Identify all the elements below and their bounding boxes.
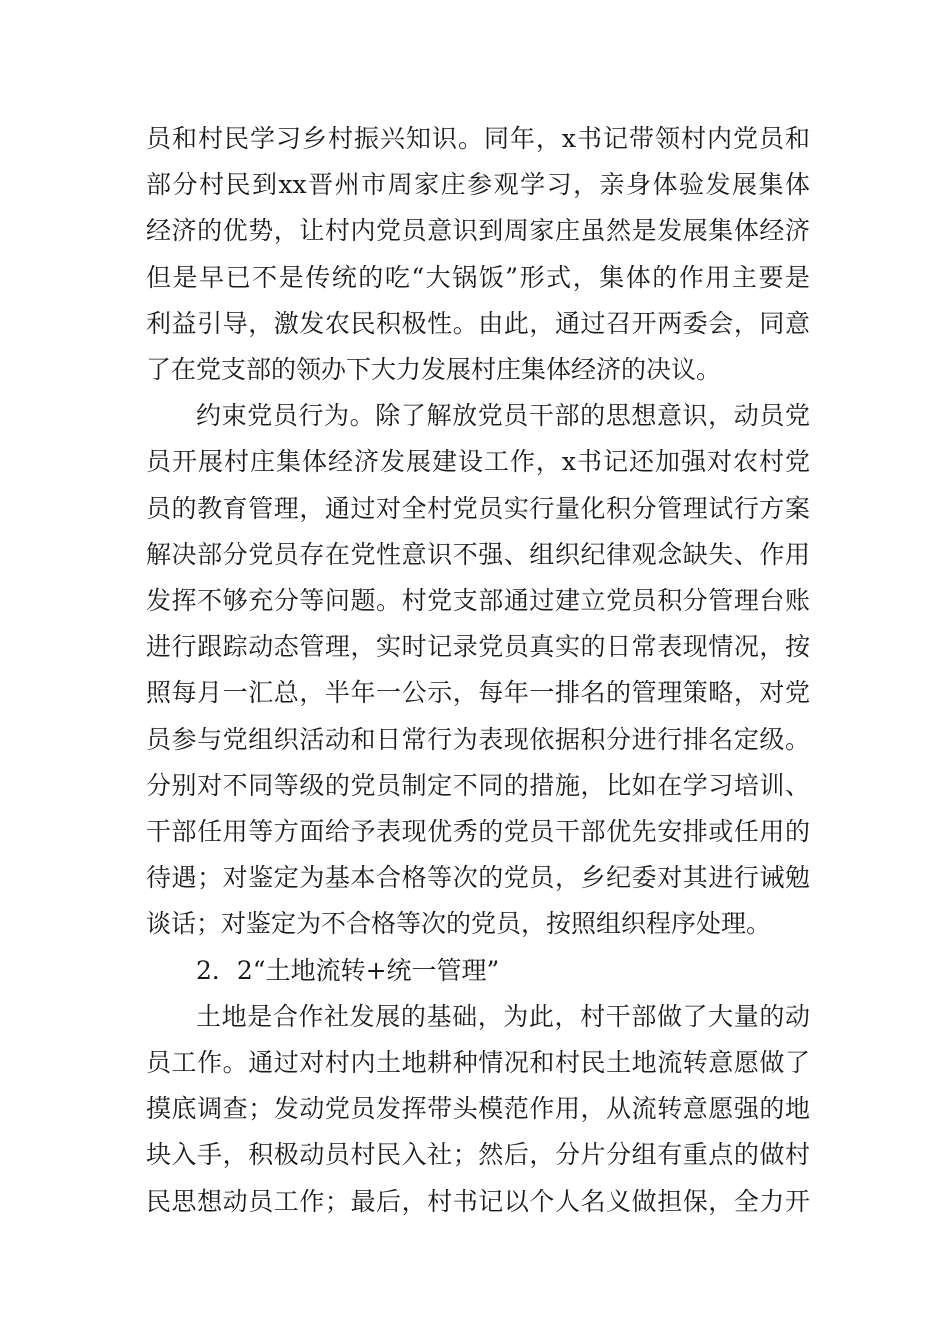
text-line: 约束党员行为。除了解放党员干部的思想意识，动员党 bbox=[196, 401, 810, 431]
text-line: 块入手，积极动员村民入社；然后，分片分组有重点的做村 bbox=[146, 1140, 810, 1170]
text-line: 干部任用等方面给予表现优秀的党员干部优先安排或任用的 bbox=[146, 817, 810, 846]
text-line: 但是早已不是传统的吃“大锅饭”形式，集体的作用主要是 bbox=[146, 262, 810, 292]
text-line: 2．2“土地流转+统一管理” bbox=[196, 955, 500, 985]
text-line: 利益引导，激发农民积极性。由此，通过召开两委会，同意 bbox=[146, 308, 810, 338]
text-line: 员工作。通过对村内土地耕种情况和村民土地流转意愿做了 bbox=[146, 1048, 810, 1077]
text-line: 员的教育管理，通过对全村党员实行量化积分管理试行方案 bbox=[146, 493, 810, 523]
text-line: 民思想动员工作；最后，村书记以个人名义做担保，全力开 bbox=[146, 1186, 810, 1216]
text-line: 员开展村庄集体经济发展建设工作，x书记还加强对农村党 bbox=[146, 447, 810, 477]
text-line: 了在党支部的领办下大力发展村庄集体经济的决议。 bbox=[146, 355, 722, 384]
text-line: 经济的优势，让村内党员意识到周家庄虽然是发展集体经济 bbox=[146, 216, 810, 246]
text-line: 谈话；对鉴定为不合格等次的党员，按照组织程序处理。 bbox=[146, 909, 772, 939]
text-line: 土地是合作社发展的基础，为此，村干部做了大量的动 bbox=[196, 1001, 810, 1031]
text-line: 发挥不够充分等问题。村党支部通过建立党员积分管理台账 bbox=[146, 586, 810, 615]
text-line: 分别对不同等级的党员制定不同的措施，比如在学习培训、 bbox=[146, 770, 810, 800]
text-line: 待遇；对鉴定为基本合格等次的党员，乡纪委对其进行诫勉 bbox=[146, 863, 810, 893]
text-line: 照每月一汇总，半年一公示，每年一排名的管理策略，对党 bbox=[146, 678, 810, 708]
text-line: 部分村民到xx晋州市周家庄参观学习，亲身体验发展集体 bbox=[146, 170, 810, 200]
text-line: 员参与党组织活动和日常行为表现依据积分进行排名定级。 bbox=[146, 724, 810, 754]
text-line: 进行跟踪动态管理，实时记录党员真实的日常表现情况，按 bbox=[146, 632, 810, 662]
text-line: 解决部分党员存在党性意识不强、组织纪律观念缺失、作用 bbox=[146, 539, 810, 569]
text-line: 员和村民学习乡村振兴知识。同年，x书记带领村内党员和 bbox=[146, 124, 810, 153]
text-line: 摸底调查；发动党员发挥带头模范作用，从流转意愿强的地 bbox=[146, 1094, 810, 1124]
